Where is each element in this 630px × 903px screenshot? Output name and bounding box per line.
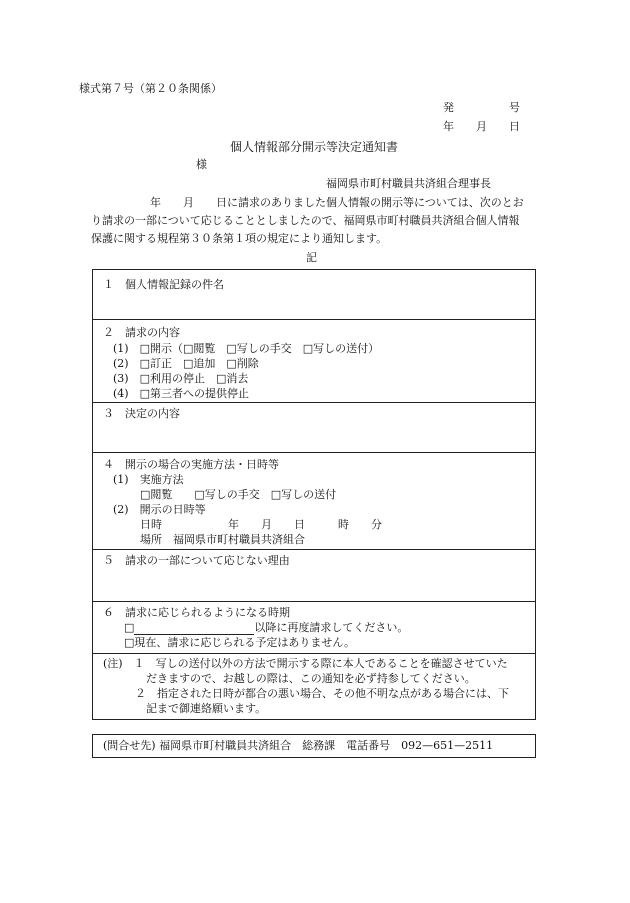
section-5 — [93, 549, 535, 602]
section-4 — [93, 452, 535, 550]
section-3 — [93, 402, 535, 453]
note-2-line-1: ２ 指定された日時が都合の悪い場合、その他不明な点がある場合には、下 — [135, 687, 509, 700]
section-4-heading: ４ 開示の場合の実施方法・日時等 — [103, 458, 279, 471]
addressee: 様 — [196, 158, 207, 171]
section-5-heading: ５ 請求の一部について応じない理由 — [103, 554, 290, 567]
option-1-checkbox: □ — [124, 621, 135, 634]
contact-box — [92, 734, 536, 758]
section-6-heading: ６ 請求に応じられるようになる時期 — [103, 606, 290, 619]
sender: 福岡県市町村職員共済組合理事長 — [326, 177, 491, 190]
notes — [93, 653, 535, 720]
section-2 — [93, 319, 535, 403]
section-1 — [93, 270, 535, 320]
method-options: □閲覧 □写しの手交 □写しの送付 — [140, 488, 337, 501]
place-line: 場所 福岡県市町村職員共済組合 — [140, 533, 305, 546]
section-3-heading: ３ 決定の内容 — [103, 407, 180, 420]
method-label: (1) 実施方法 — [113, 473, 184, 486]
section-1-heading: １ 個人情報記録の件名 — [103, 278, 224, 291]
body-line-3: 保護に関する規程第３０条第１項の規定により通知します。 — [91, 232, 388, 245]
note-2-line-2: 記まで御連絡願います。 — [146, 702, 267, 715]
document-number: 発 号 — [443, 101, 520, 114]
request-item-1: (1) □開示（□閲覧 □写しの手交 □写しの送付） — [113, 342, 380, 355]
option-1-text: 以降に再度請求してください。 — [254, 621, 409, 634]
notice-table — [92, 269, 536, 720]
body-line-1: 年 月 日に請求のありました個人情報の開示等については、次のとお — [150, 196, 524, 209]
request-item-4: (4) □第三者への提供停止 — [113, 387, 249, 400]
date-blank — [134, 623, 254, 635]
request-item-2: (2) □訂正 □追加 □削除 — [113, 357, 259, 370]
document-title: 個人情報部分開示等決定通知書 — [230, 140, 399, 154]
ki-label: 記 — [306, 251, 317, 264]
issue-date: 年 月 日 — [443, 120, 520, 133]
datetime-label: (2) 開示の日時等 — [113, 503, 206, 516]
form-reference: 様式第７号（第２０条関係） — [79, 82, 222, 95]
resume-option-1 — [124, 621, 408, 635]
section-6 — [93, 601, 535, 654]
body-line-2: り請求の一部について応じることとしましたので、福岡県市町村職員共済組合個人情報 — [91, 214, 520, 227]
note-1-line-2: だきますので、お越しの際は、この通知を必ず持参してください。 — [146, 672, 476, 685]
note-1-line-1: (注) １ 写しの送付以外の方法で開示する際に本人であることを確認させていた — [103, 657, 508, 670]
section-2-heading: ２ 請求の内容 — [103, 326, 180, 339]
request-item-3: (3) □利用の停止 □消去 — [113, 372, 249, 385]
contact-text: (問合せ先) 福岡県市町村職員共済組合 総務課 電話番号 092—651—2511 — [103, 739, 494, 752]
datetime-line: 日時 年 月 日 時 分 — [140, 518, 382, 531]
resume-option-2: □現在、請求に応じられる予定はありません。 — [124, 636, 356, 649]
